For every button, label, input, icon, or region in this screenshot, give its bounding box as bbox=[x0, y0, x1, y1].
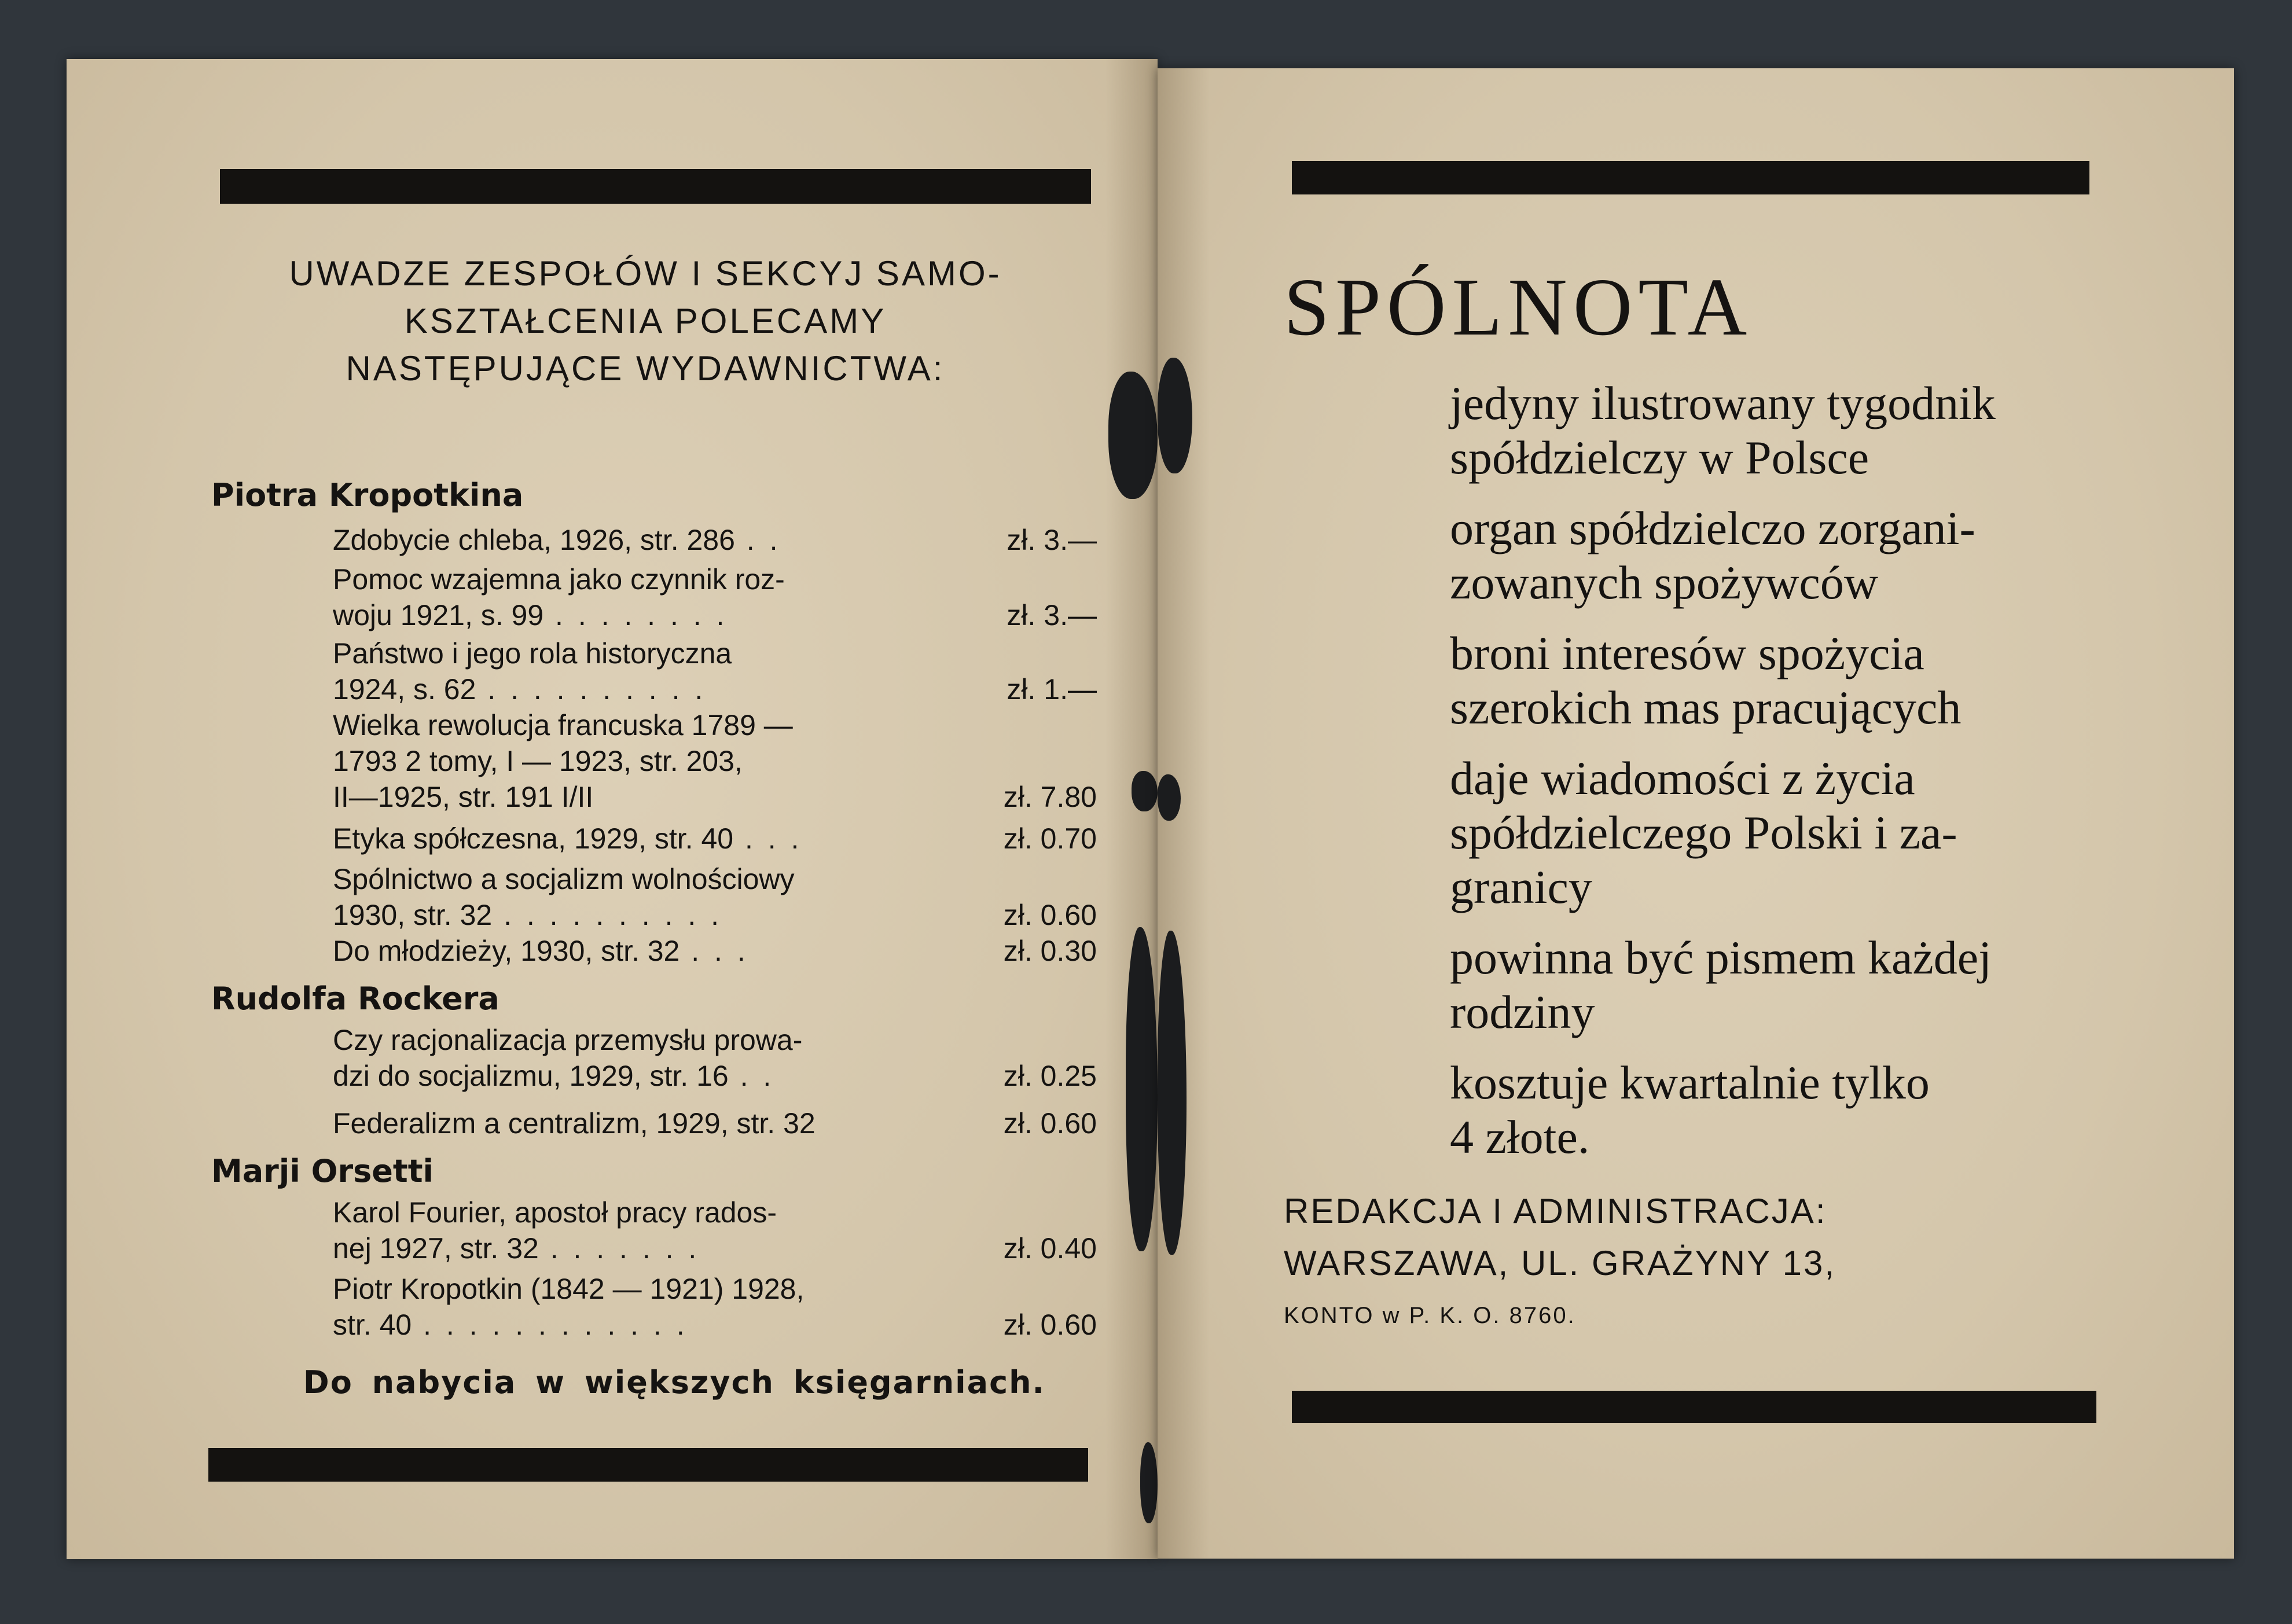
publication-entry bbox=[333, 1195, 1097, 1266]
feature-line: granicy bbox=[1450, 861, 1592, 913]
leader-dots: . . . . . . . . . . . . bbox=[412, 1309, 688, 1341]
price: zł. 0.60 bbox=[1003, 1309, 1097, 1341]
right-page bbox=[1158, 68, 2234, 1559]
publication-text: Czy racjonalizacja przemysłu prowa- bbox=[333, 1024, 803, 1056]
intro-line: NASTĘPUJĄCE WYDAWNICTWA: bbox=[346, 349, 945, 388]
publication-text: II—1925, str. 191 I/II bbox=[333, 781, 594, 813]
feature-line: spółdzielczy w Polsce bbox=[1450, 431, 1869, 484]
feature-item bbox=[1450, 1056, 2115, 1164]
feature-line: spółdzielczego Polski i za- bbox=[1450, 806, 1957, 859]
paper-tear bbox=[1132, 771, 1158, 811]
price: zł. 0.70 bbox=[1003, 822, 1097, 855]
feature-line: daje wiadomości z życia bbox=[1450, 752, 1915, 804]
publication-text: Etyka spółczesna, 1929, str. 40 bbox=[333, 822, 734, 855]
publication-line bbox=[333, 522, 1097, 558]
publication-text: Państwo i jego rola historyczna bbox=[333, 637, 732, 670]
publication-line bbox=[333, 1271, 1097, 1307]
bottom-rule bbox=[1292, 1391, 2096, 1423]
top-rule bbox=[220, 169, 1091, 204]
publication-text: Pomoc wzajemna jako czynnik roz- bbox=[333, 563, 785, 596]
address-block bbox=[1284, 1185, 1836, 1342]
publication-line bbox=[333, 861, 1097, 897]
feature-item bbox=[1450, 931, 2115, 1039]
leader-dots: . . bbox=[728, 1060, 775, 1092]
intro-line: KSZTAŁCENIA POLECAMY bbox=[404, 302, 887, 340]
publication-line bbox=[333, 933, 1097, 969]
publication-line bbox=[333, 597, 1097, 633]
leader-dots: . . . bbox=[733, 822, 803, 855]
feature-item bbox=[1450, 376, 2115, 485]
feature-item bbox=[1450, 751, 2115, 914]
publication-entry bbox=[333, 1105, 1097, 1141]
intro-line: UWADZE ZESPOŁÓW I SEKCYJ SAMO- bbox=[289, 254, 1002, 293]
leader-dots: . . bbox=[734, 524, 781, 556]
price: zł. 3.— bbox=[1007, 599, 1097, 631]
feature-line: organ spółdzielczo zorgani- bbox=[1450, 502, 1975, 554]
bottom-rule bbox=[208, 1448, 1088, 1482]
publication-entry bbox=[333, 635, 1097, 707]
publication-line bbox=[333, 635, 1097, 671]
magazine-title: SPÓLNOTA bbox=[1284, 261, 1753, 352]
publication-entry bbox=[333, 522, 1097, 558]
author-name: Marji Orsetti bbox=[211, 1153, 434, 1189]
price: zł. 7.80 bbox=[1003, 781, 1097, 813]
leader-dots: . . . . . . . bbox=[538, 1232, 700, 1265]
intro-heading bbox=[194, 250, 1097, 392]
publication-entry bbox=[333, 561, 1097, 633]
publication-entry bbox=[333, 707, 1097, 815]
leader-dots: . . . . . . . . . . bbox=[476, 673, 707, 706]
publication-text: Do młodzieży, 1930, str. 32 bbox=[333, 935, 680, 967]
publication-line bbox=[333, 1230, 1097, 1266]
publication-entry bbox=[333, 821, 1097, 857]
publication-text: Spólnictwo a socjalizm wolnościowy bbox=[333, 863, 795, 895]
author-name: Piotra Kropotkina bbox=[211, 477, 524, 513]
left-page bbox=[67, 59, 1158, 1559]
feature-list bbox=[1450, 376, 2115, 1181]
leader-dots: . . . . . . . . bbox=[543, 599, 728, 631]
paper-tear bbox=[1158, 774, 1181, 821]
price: zł. 0.40 bbox=[1003, 1232, 1097, 1265]
address-heading: REDAKCJA I ADMINISTRACJA: bbox=[1284, 1192, 1827, 1230]
price: zł. 1.— bbox=[1007, 673, 1097, 706]
publication-line bbox=[333, 671, 1097, 707]
publication-text: 1930, str. 32 bbox=[333, 899, 493, 931]
publication-text: dzi do socjalizmu, 1929, str. 16 bbox=[333, 1060, 729, 1092]
price: zł. 3.— bbox=[1007, 524, 1097, 556]
feature-item bbox=[1450, 626, 2115, 735]
feature-line: 4 złote. bbox=[1450, 1111, 1590, 1163]
price: zł. 0.60 bbox=[1003, 1107, 1097, 1140]
publication-text: Federalizm a centralizm, 1929, str. 32 bbox=[333, 1107, 816, 1140]
publication-text: Karol Fourier, apostoł pracy rados- bbox=[333, 1196, 777, 1229]
publication-line bbox=[333, 897, 1097, 933]
publication-line bbox=[333, 1195, 1097, 1230]
feature-line: rodziny bbox=[1450, 986, 1595, 1038]
publication-line bbox=[333, 561, 1097, 597]
leader-dots: . . . . . . . . . . bbox=[492, 899, 723, 931]
price: zł. 0.30 bbox=[1003, 935, 1097, 967]
price: zł. 0.60 bbox=[1003, 899, 1097, 931]
publication-text: str. 40 bbox=[333, 1309, 412, 1341]
publication-entry bbox=[333, 933, 1097, 969]
publication-text: 1793 2 tomy, I — 1923, str. 203, bbox=[333, 745, 743, 777]
publication-line bbox=[333, 1307, 1097, 1343]
publication-line bbox=[333, 821, 1097, 857]
feature-line: jedyny ilustrowany tygodnik bbox=[1450, 377, 1996, 429]
price: zł. 0.25 bbox=[1003, 1060, 1097, 1092]
publication-text: woju 1921, s. 99 bbox=[333, 599, 544, 631]
feature-line: powinna być pismem każdej bbox=[1450, 931, 1992, 984]
feature-line: zowanych spożywców bbox=[1450, 556, 1879, 609]
publication-entry bbox=[333, 1022, 1097, 1094]
publication-text: 1924, s. 62 bbox=[333, 673, 476, 706]
publication-entry bbox=[333, 861, 1097, 933]
leader-dots: . . . bbox=[679, 935, 749, 967]
publication-line bbox=[333, 1105, 1097, 1141]
publication-text: nej 1927, str. 32 bbox=[333, 1232, 539, 1265]
feature-line: kosztuje kwartalnie tylko bbox=[1450, 1056, 1930, 1109]
publication-text: Zdobycie chleba, 1926, str. 286 bbox=[333, 524, 735, 556]
publication-line bbox=[333, 779, 1097, 815]
publication-line bbox=[333, 1058, 1097, 1094]
publication-text: Piotr Kropotkin (1842 — 1921) 1928, bbox=[333, 1273, 805, 1305]
paper-tear bbox=[1140, 1442, 1158, 1523]
publication-line bbox=[333, 743, 1097, 779]
feature-line: broni interesów spożycia bbox=[1450, 627, 1924, 679]
feature-item bbox=[1450, 501, 2115, 610]
publication-line bbox=[333, 707, 1097, 743]
feature-line: szerokich mas pracujących bbox=[1450, 681, 1962, 734]
author-name: Rudolfa Rockera bbox=[211, 980, 499, 1017]
availability-note: Do nabycia w większych księgarniach. bbox=[303, 1364, 1046, 1401]
address-street: WARSZAWA, UL. GRAŻYNY 13, bbox=[1284, 1244, 1836, 1283]
publication-line bbox=[333, 1022, 1097, 1058]
publication-entry bbox=[333, 1271, 1097, 1343]
address-account: KONTO w P. K. O. 8760. bbox=[1284, 1303, 1576, 1328]
top-rule bbox=[1292, 161, 2089, 194]
publication-text: Wielka rewolucja francuska 1789 — bbox=[333, 709, 793, 741]
